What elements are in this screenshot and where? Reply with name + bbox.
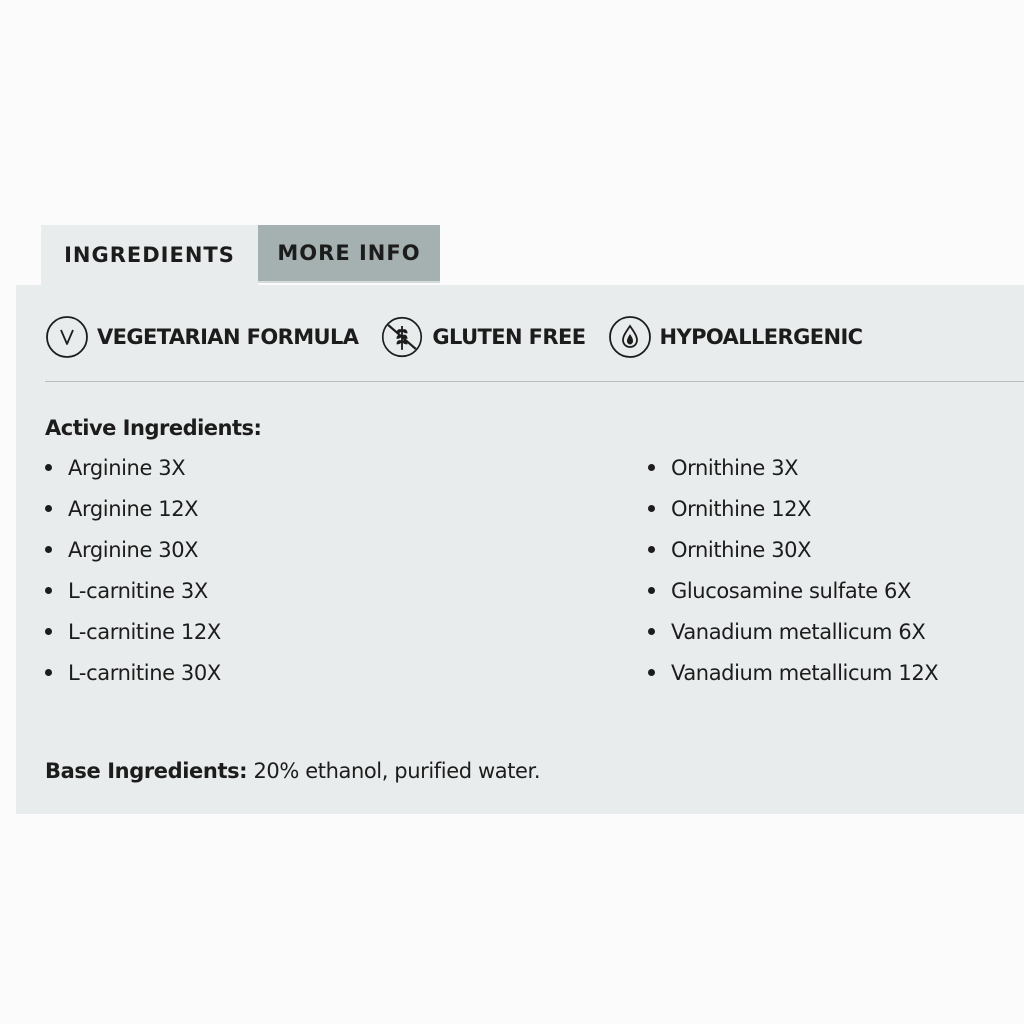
bullet-icon bbox=[648, 546, 655, 553]
tab-more-info-label: MORE INFO bbox=[277, 241, 421, 265]
ingredient-text: Arginine 30X bbox=[68, 537, 199, 562]
ingredients-panel bbox=[16, 285, 1024, 814]
tab-bar bbox=[41, 225, 440, 285]
list-item bbox=[648, 488, 938, 529]
bullet-icon bbox=[648, 505, 655, 512]
bullet-icon bbox=[45, 669, 52, 676]
ingredient-text: Glucosamine sulfate 6X bbox=[671, 578, 911, 603]
ingredient-text: L-carnitine 30X bbox=[68, 660, 221, 685]
list-item bbox=[648, 447, 938, 488]
ingredient-text: Ornithine 3X bbox=[671, 455, 799, 480]
bullet-icon bbox=[45, 546, 52, 553]
badge-vegetarian-label: VEGETARIAN FORMULA bbox=[97, 325, 359, 349]
bullet-icon bbox=[648, 464, 655, 471]
tab-more-info[interactable] bbox=[258, 225, 440, 283]
ingredient-text: L-carnitine 3X bbox=[68, 578, 208, 603]
ingredient-text: Arginine 12X bbox=[68, 496, 199, 521]
bullet-icon bbox=[45, 505, 52, 512]
bullet-icon bbox=[45, 628, 52, 635]
base-ingredients-value: 20% ethanol, purified water. bbox=[247, 759, 541, 783]
list-item bbox=[648, 529, 938, 570]
active-ingredients-list-left bbox=[45, 447, 221, 693]
list-item bbox=[648, 652, 938, 693]
bullet-icon bbox=[648, 628, 655, 635]
list-item bbox=[45, 447, 221, 488]
base-ingredients-label: Base Ingredients: bbox=[45, 759, 248, 783]
active-ingredients-heading: Active Ingredients: bbox=[45, 416, 262, 440]
bullet-icon bbox=[45, 587, 52, 594]
badge-hypoallergenic-label: HYPOALLERGENIC bbox=[659, 325, 863, 349]
list-item bbox=[45, 570, 221, 611]
list-item bbox=[45, 488, 221, 529]
badge-hypoallergenic bbox=[608, 315, 863, 359]
tab-ingredients-label: INGREDIENTS bbox=[64, 243, 235, 267]
active-ingredients-list-right bbox=[648, 447, 938, 693]
ingredient-text: Ornithine 30X bbox=[671, 537, 812, 562]
ingredient-text: Ornithine 12X bbox=[671, 496, 812, 521]
bullet-icon bbox=[45, 464, 52, 471]
ingredient-text: L-carnitine 12X bbox=[68, 619, 221, 644]
drop-circle-icon bbox=[608, 315, 652, 359]
wheat-crossed-icon bbox=[380, 315, 424, 359]
badge-row bbox=[45, 314, 884, 360]
ingredient-text: Arginine 3X bbox=[68, 455, 186, 480]
ingredient-text: Vanadium metallicum 12X bbox=[671, 660, 939, 685]
list-item bbox=[45, 611, 221, 652]
list-item bbox=[45, 652, 221, 693]
base-ingredients bbox=[45, 759, 540, 783]
bullet-icon bbox=[648, 587, 655, 594]
tab-ingredients[interactable] bbox=[41, 225, 258, 285]
badge-gluten-free bbox=[380, 315, 585, 359]
list-item bbox=[45, 529, 221, 570]
badge-gluten-free-label: GLUTEN FREE bbox=[432, 325, 586, 349]
badge-vegetarian bbox=[45, 315, 358, 359]
list-item bbox=[648, 570, 938, 611]
ingredient-text: Vanadium metallicum 6X bbox=[671, 619, 926, 644]
divider bbox=[45, 381, 1024, 382]
bullet-icon bbox=[648, 669, 655, 676]
list-item bbox=[648, 611, 938, 652]
v-circle-icon bbox=[45, 315, 89, 359]
